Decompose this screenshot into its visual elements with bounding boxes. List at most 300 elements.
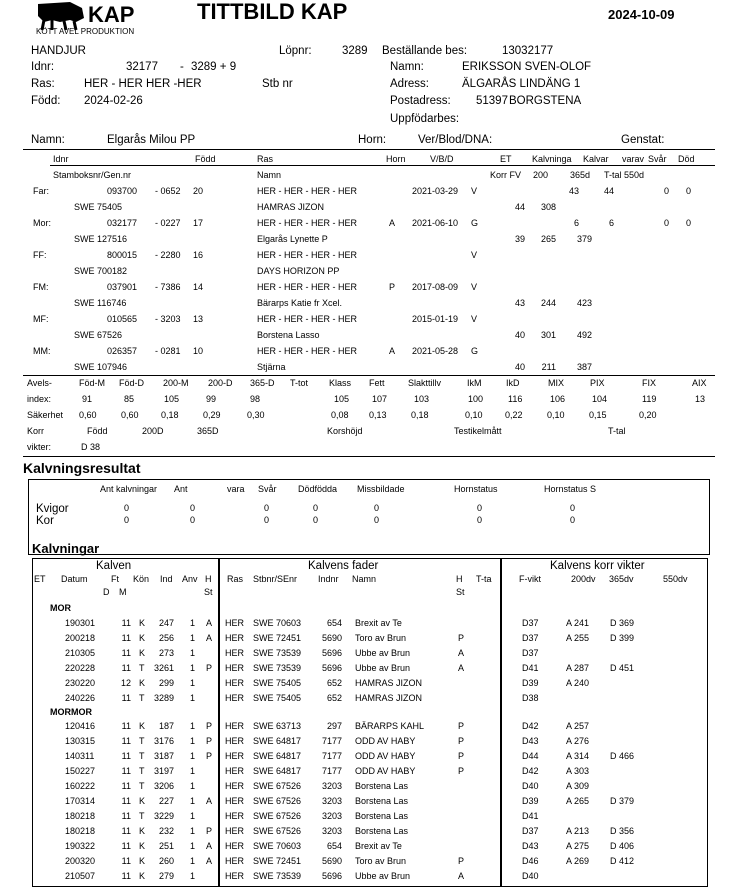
kalv-col-header: Ft	[111, 574, 119, 584]
animal-sex: HANDJUR	[31, 45, 86, 57]
sire-h: A	[458, 648, 465, 658]
sire-h: P	[458, 856, 465, 866]
name-label: Namn:	[31, 134, 65, 146]
calf-200dv: A 303	[566, 766, 590, 776]
pedigree-namn: DAYS HORIZON PP	[257, 266, 340, 276]
col-vbd: V/B/D	[430, 154, 454, 164]
calf-ind: 3229	[153, 811, 174, 821]
index-value: 116	[508, 394, 523, 404]
pedigree-stambok: SWE 127516	[74, 234, 128, 244]
kalv-col-header: 200dv	[571, 574, 596, 584]
pedigree-idnr: 026357	[107, 346, 138, 356]
sire-namn: Toro av Brun	[355, 856, 407, 866]
pedigree-kalvar: 6	[608, 218, 614, 228]
sire-h: P	[458, 736, 465, 746]
owner-name-label: Namn:	[390, 61, 424, 73]
kres-value: 0	[570, 503, 576, 513]
sire-indnr: 5696	[321, 663, 342, 673]
sire-namn: BÄRARPS KAHL	[355, 721, 425, 731]
kres-value: 0	[264, 503, 270, 513]
svg-text:KAP: KAP	[88, 2, 135, 27]
calf-ft: 12	[120, 678, 131, 688]
group-mor: MOR	[50, 603, 71, 613]
calf-ft: 11	[121, 751, 131, 761]
pedigree-200: 244	[540, 298, 556, 308]
sire-namn: Borstena Las	[355, 826, 409, 836]
calf-fvikt: D37	[522, 618, 539, 628]
pedigree-idnr-suffix: - 2280	[155, 250, 181, 260]
index-value: index:	[27, 394, 52, 404]
sire-indnr: 652	[326, 693, 342, 703]
sire-namn: ODD AV HABY	[355, 766, 416, 776]
pedigree-date: 2021-05-28	[412, 346, 459, 356]
pedigree-vbd: V	[471, 282, 478, 292]
pedigree-idnr-suffix: - 7386	[155, 282, 181, 292]
kalv-col-header: 365dv	[609, 574, 634, 584]
index-header: PIX	[590, 378, 605, 388]
index-sakerhet: 0,18	[411, 410, 429, 420]
sire-namn: Borstena Las	[355, 796, 409, 806]
pedigree-idnr: 010565	[107, 314, 138, 324]
calf-fvikt: D43	[522, 736, 539, 746]
col-kalvninga: Kalvninga	[532, 154, 572, 164]
pedigree-namn: HAMRAS JIZON	[257, 202, 325, 212]
pedigree-vbd: V	[471, 314, 478, 324]
calf-ft: 11	[121, 781, 131, 791]
kres-value: 0	[124, 503, 130, 513]
kalv-col-header: T-ta	[476, 574, 492, 584]
calf-fvikt: D42	[522, 721, 539, 731]
index-sakerhet: 0,10	[465, 410, 483, 420]
sire-indnr: 5690	[321, 633, 342, 643]
sire-ras: HER	[225, 871, 245, 881]
index-value: 107	[372, 394, 388, 404]
calf-ind: 279	[158, 871, 174, 881]
calf-ind: 247	[158, 618, 174, 628]
kres-value: 0	[313, 515, 319, 525]
kalv-col-header: 550dv	[663, 574, 688, 584]
calf-ft: 11	[121, 721, 131, 731]
index-sakerhet: Säkerhet	[27, 410, 64, 420]
pedigree-idnr: 800015	[107, 250, 138, 260]
stb-label: Stb nr	[262, 78, 293, 90]
sire-stbnr: SWE 67526	[253, 781, 302, 791]
calf-200dv: A 276	[566, 736, 590, 746]
index-header: 200-M	[163, 378, 189, 388]
index-header: 365-D	[250, 378, 275, 388]
calf-datum: 200218	[65, 633, 96, 643]
kalv-col-header: F-vikt	[519, 574, 541, 584]
pedigree-365: 379	[576, 234, 592, 244]
calf-ind: 260	[158, 856, 174, 866]
index-sakerhet: 0,60	[79, 410, 97, 420]
calf-fvikt: D37	[522, 648, 539, 658]
calf-ft: 11	[121, 633, 131, 643]
index-value: 103	[414, 394, 430, 404]
sire-indnr: 3203	[321, 796, 342, 806]
sire-ras: HER	[225, 618, 245, 628]
index-header: 200-D	[208, 378, 233, 388]
index-value: 105	[164, 394, 180, 404]
index-sakerhet: 0,60	[121, 410, 139, 420]
calf-fvikt: D44	[522, 751, 539, 761]
calf-h: A	[206, 856, 213, 866]
pedigree-fodd: 14	[193, 282, 204, 292]
sire-ras: HER	[225, 663, 245, 673]
calf-kon: K	[139, 841, 146, 851]
pedigree-vbd: V	[471, 186, 478, 196]
divider	[23, 149, 715, 150]
pedigree-vbd: G	[471, 218, 479, 228]
calf-h: P	[206, 721, 213, 731]
pedigree-365: 387	[576, 362, 592, 372]
pedigree-horn: A	[389, 218, 396, 228]
calf-ind: 187	[158, 721, 174, 731]
idnr-b: 3289 + 9	[191, 61, 237, 73]
sire-namn: Borstena Las	[355, 811, 409, 821]
index-value: 119	[642, 394, 657, 404]
col-korr: Korr FV	[490, 170, 522, 180]
calf-200dv: A 241	[566, 618, 590, 628]
sire-stbnr: SWE 64817	[253, 736, 302, 746]
sire-ras: HER	[225, 766, 245, 776]
calf-ft: 11	[121, 811, 131, 821]
kalv-col-header: H	[205, 574, 212, 584]
pedigree-dod: 0	[685, 218, 691, 228]
sire-stbnr: SWE 73539	[253, 648, 302, 658]
calf-anv: 1	[190, 721, 196, 731]
calf-kon: K	[139, 871, 146, 881]
index-sakerhet: 0,30	[247, 410, 265, 420]
sire-ras: HER	[225, 751, 245, 761]
kalv-col-header: St	[456, 587, 465, 597]
kalv-col-header: Ind	[160, 574, 173, 584]
kres-header: Svår	[258, 484, 277, 494]
pedigree-korr: 40	[514, 362, 525, 372]
pedigree-fodd: 20	[193, 186, 204, 196]
calf-365dv: D 369	[610, 618, 635, 628]
calf-200dv: A 265	[566, 796, 590, 806]
calf-h: A	[206, 633, 213, 643]
kalv-col-header: Datum	[61, 574, 88, 584]
group-mormor: MORMOR	[50, 707, 92, 717]
sire-stbnr: SWE 67526	[253, 796, 302, 806]
calf-datum: 150227	[65, 766, 96, 776]
print-date: 2024-10-09	[608, 7, 675, 22]
index-sakerhet: 0,18	[161, 410, 179, 420]
sire-ras: HER	[225, 678, 245, 688]
pedigree-namn: Stjärna	[257, 362, 286, 372]
calf-ft: 11	[121, 648, 131, 658]
pedigree-svar: 0	[663, 218, 669, 228]
calf-kon: T	[139, 781, 145, 791]
kres-label: Kvigor	[36, 503, 69, 515]
calf-datum: 170314	[65, 796, 96, 806]
vikter-value: D 38	[81, 442, 101, 452]
owner-name: ERIKSSON SVEN-OLOF	[462, 61, 592, 73]
calf-200dv: A 309	[566, 781, 590, 791]
calf-ind: 227	[158, 796, 174, 806]
calf-ind: 256	[158, 633, 174, 643]
vbd-label: Ver/Blod/DNA:	[418, 134, 493, 146]
index-header: Föd-M	[79, 378, 106, 388]
kres-header: Hornstatus S	[544, 484, 597, 494]
sire-ras: HER	[225, 856, 245, 866]
calf-h: P	[206, 826, 213, 836]
genstat-label: Genstat:	[621, 134, 665, 146]
kres-value: 0	[190, 503, 196, 513]
calf-ft: 11	[121, 693, 131, 703]
horn-label: Horn:	[358, 134, 387, 146]
pedigree-label: Far:	[33, 186, 50, 196]
sire-ras: HER	[225, 721, 245, 731]
korr-365d: 365D	[197, 426, 219, 436]
calf-datum: 190301	[65, 618, 96, 628]
calf-fvikt: D46	[522, 856, 539, 866]
pedigree-vbd: G	[471, 346, 479, 356]
calf-datum: 210507	[65, 871, 96, 881]
pedigree-ras: HER - HER - HER - HER	[257, 250, 358, 260]
col-namn: Namn	[257, 170, 282, 180]
sire-indnr: 5696	[321, 648, 342, 658]
calf-fvikt: D39	[522, 796, 539, 806]
index-header: T-tot	[290, 378, 309, 388]
sire-namn: Ubbe av Brun	[355, 663, 411, 673]
calf-ind: 251	[158, 841, 174, 851]
sire-indnr: 7177	[321, 751, 342, 761]
kres-value: 0	[264, 515, 270, 525]
calf-365dv: D 379	[610, 796, 635, 806]
calf-365dv: D 466	[610, 751, 635, 761]
sire-ras: HER	[225, 826, 245, 836]
pedigree-horn: P	[389, 282, 396, 292]
pedigree-fodd: 10	[193, 346, 204, 356]
pedigree-ras: HER - HER - HER - HER	[257, 218, 358, 228]
calf-h: P	[206, 751, 213, 761]
calf-anv: 1	[190, 693, 196, 703]
pedigree-stambok: SWE 116746	[74, 298, 127, 308]
kres-value: 0	[477, 515, 483, 525]
sire-h: P	[458, 721, 465, 731]
index-sakerhet: 0,20	[639, 410, 657, 420]
sire-indnr: 3203	[321, 811, 342, 821]
calf-anv: 1	[190, 871, 196, 881]
fodd-label: Född:	[31, 95, 61, 107]
calf-200dv: A 213	[566, 826, 590, 836]
ras-value: HER - HER HER -HER	[84, 78, 202, 90]
pedigree-idnr-suffix: - 0652	[155, 186, 181, 196]
calf-ind: 273	[158, 648, 174, 658]
pedigree-200: 265	[540, 234, 556, 244]
calf-kon: T	[139, 811, 145, 821]
calf-200dv: A 257	[566, 721, 590, 731]
calf-h: A	[206, 796, 213, 806]
calf-fvikt: D38	[522, 693, 539, 703]
kalv-col-header: Stbnr/SEnr	[253, 574, 298, 584]
col-dod: Död	[678, 154, 695, 164]
pedigree-200: 211	[541, 362, 556, 372]
calf-200dv: A 269	[566, 856, 590, 866]
page-title: TITTBILD KAP	[197, 0, 348, 24]
calf-365dv: D 412	[610, 856, 635, 866]
pedigree-idnr: 093700	[107, 186, 138, 196]
index-header: MIX	[548, 378, 565, 388]
sire-stbnr: SWE 64817	[253, 751, 302, 761]
calf-200dv: A 314	[566, 751, 590, 761]
pedigree-date: 2021-06-10	[412, 218, 459, 228]
calf-datum: 140311	[65, 751, 95, 761]
calf-datum: 180218	[65, 826, 96, 836]
pedigree-kalvning: 6	[573, 218, 579, 228]
calf-datum: 190322	[65, 841, 96, 851]
korr-fodd: Född	[87, 426, 108, 436]
uppf-label: Uppfödarbes:	[390, 113, 460, 125]
sire-ras: HER	[225, 736, 245, 746]
pedigree-vbd: V	[471, 250, 478, 260]
calf-datum: 220228	[65, 663, 96, 673]
post-city: BORGSTENA	[509, 95, 582, 107]
index-sakerhet: 0,10	[547, 410, 565, 420]
sire-namn: HAMRAS JIZON	[355, 693, 423, 703]
calf-kon: T	[139, 766, 145, 776]
index-value: 100	[468, 394, 484, 404]
pedigree-korr: 39	[514, 234, 525, 244]
calf-anv: 1	[190, 678, 196, 688]
calf-ind: 232	[158, 826, 174, 836]
pedigree-ras: HER - HER - HER - HER	[257, 186, 358, 196]
pedigree-365: 492	[576, 330, 592, 340]
group-fader: Kalvens fader	[308, 560, 379, 572]
sire-indnr: 3203	[321, 781, 342, 791]
sire-indnr: 654	[326, 841, 342, 851]
testikelmatt: Testikelmått	[454, 426, 502, 436]
sire-stbnr: SWE 75405	[253, 678, 302, 688]
calf-datum: 180218	[65, 811, 96, 821]
sire-stbnr: SWE 64817	[253, 766, 302, 776]
sire-namn: Brexit av Te	[355, 841, 402, 851]
pedigree-200: 301	[540, 330, 556, 340]
sire-stbnr: SWE 72451	[253, 633, 302, 643]
calf-kon: T	[139, 751, 145, 761]
calf-h: A	[206, 618, 213, 628]
calf-kon: K	[139, 796, 146, 806]
index-header: IkM	[467, 378, 482, 388]
index-sakerhet: 0,13	[369, 410, 387, 420]
calf-ft: 11	[121, 618, 131, 628]
sire-stbnr: SWE 73539	[253, 871, 302, 881]
sire-h: A	[458, 663, 465, 673]
index-value: 99	[206, 394, 217, 404]
kalv-col-header: Indnr	[318, 574, 339, 584]
calf-anv: 1	[190, 796, 196, 806]
calf-200dv: A 255	[566, 633, 590, 643]
divider	[23, 375, 715, 376]
calf-200dv: A 287	[566, 663, 590, 673]
calf-datum: 120416	[65, 721, 96, 731]
korr-200d: 200D	[142, 426, 164, 436]
index-header: Slakttillv	[408, 378, 442, 388]
pedigree-date: 2015-01-19	[412, 314, 459, 324]
kres-value: 0	[477, 503, 483, 513]
sire-stbnr: SWE 63713	[253, 721, 302, 731]
kalv-col-header: ET	[34, 574, 46, 584]
kap-logo	[30, 0, 142, 40]
sire-indnr: 7177	[321, 766, 342, 776]
index-value: 106	[550, 394, 566, 404]
pedigree-stambok: SWE 700182	[74, 266, 128, 276]
kres-header: vara	[227, 484, 245, 494]
index-sakerhet: 0,08	[331, 410, 349, 420]
calf-ft: 11	[121, 841, 131, 851]
calf-h: A	[206, 841, 213, 851]
section-kalvningar: Kalvningar	[32, 541, 100, 556]
sire-indnr: 7177	[321, 736, 342, 746]
col-varav: varav	[622, 154, 645, 164]
calf-kon: K	[139, 721, 146, 731]
calf-kon: K	[139, 826, 146, 836]
calf-datum: 200320	[65, 856, 96, 866]
col-365: 365d	[570, 170, 591, 180]
header-rule	[50, 165, 715, 166]
calf-h: P	[206, 736, 213, 746]
pedigree-korr: 44	[514, 202, 525, 212]
sire-namn: Brexit av Te	[355, 618, 402, 628]
sire-h: P	[458, 751, 465, 761]
calf-datum: 230220	[65, 678, 96, 688]
pedigree-date: 2017-08-09	[412, 282, 459, 292]
calf-anv: 1	[190, 781, 196, 791]
group-kalven: Kalven	[96, 560, 132, 572]
calf-datum: 130315	[65, 736, 96, 746]
calf-ft: 11	[121, 663, 131, 673]
sire-stbnr: SWE 70603	[253, 618, 302, 628]
pedigree-ras: HER - HER - HER - HER	[257, 282, 358, 292]
idnr-a: 32177	[126, 61, 158, 73]
calf-anv: 1	[190, 856, 196, 866]
sire-namn: Borstena Las	[355, 781, 409, 791]
calf-ft: 11	[121, 766, 131, 776]
calf-anv: 1	[190, 633, 196, 643]
idnr-dash: -	[180, 61, 184, 73]
kres-value: 0	[570, 515, 576, 525]
sire-indnr: 652	[326, 678, 342, 688]
pedigree-idnr-suffix: - 0227	[155, 218, 181, 228]
divider	[23, 456, 715, 457]
index-header: Avels-	[27, 378, 52, 388]
logo-subtitle: KÖTT AVEL PRODUKTION	[36, 27, 135, 36]
calf-fvikt: D43	[522, 841, 539, 851]
pedigree-label: FM:	[33, 282, 49, 292]
calf-200dv: A 240	[566, 678, 590, 688]
sire-stbnr: SWE 75405	[253, 693, 302, 703]
sire-ras: HER	[225, 811, 245, 821]
sire-namn: ODD AV HABY	[355, 751, 416, 761]
pedigree-namn: Elgarås Lynette P	[257, 234, 328, 244]
kalv-col-header: Anv	[182, 574, 198, 584]
calf-datum: 160222	[65, 781, 96, 791]
pedigree-label: Mor:	[33, 218, 51, 228]
calf-kon: K	[139, 648, 146, 658]
sire-namn: HAMRAS JIZON	[355, 678, 423, 688]
kres-header: Ant kalvningar	[100, 484, 158, 494]
ras-label: Ras:	[31, 78, 55, 90]
pedigree-svar: 0	[663, 186, 669, 196]
index-sakerhet: 0,15	[589, 410, 607, 420]
calf-fvikt: D40	[522, 871, 539, 881]
calf-datum: 210305	[65, 648, 96, 658]
pedigree-ras: HER - HER - HER - HER	[257, 314, 358, 324]
kalv-col-header: St	[204, 587, 213, 597]
